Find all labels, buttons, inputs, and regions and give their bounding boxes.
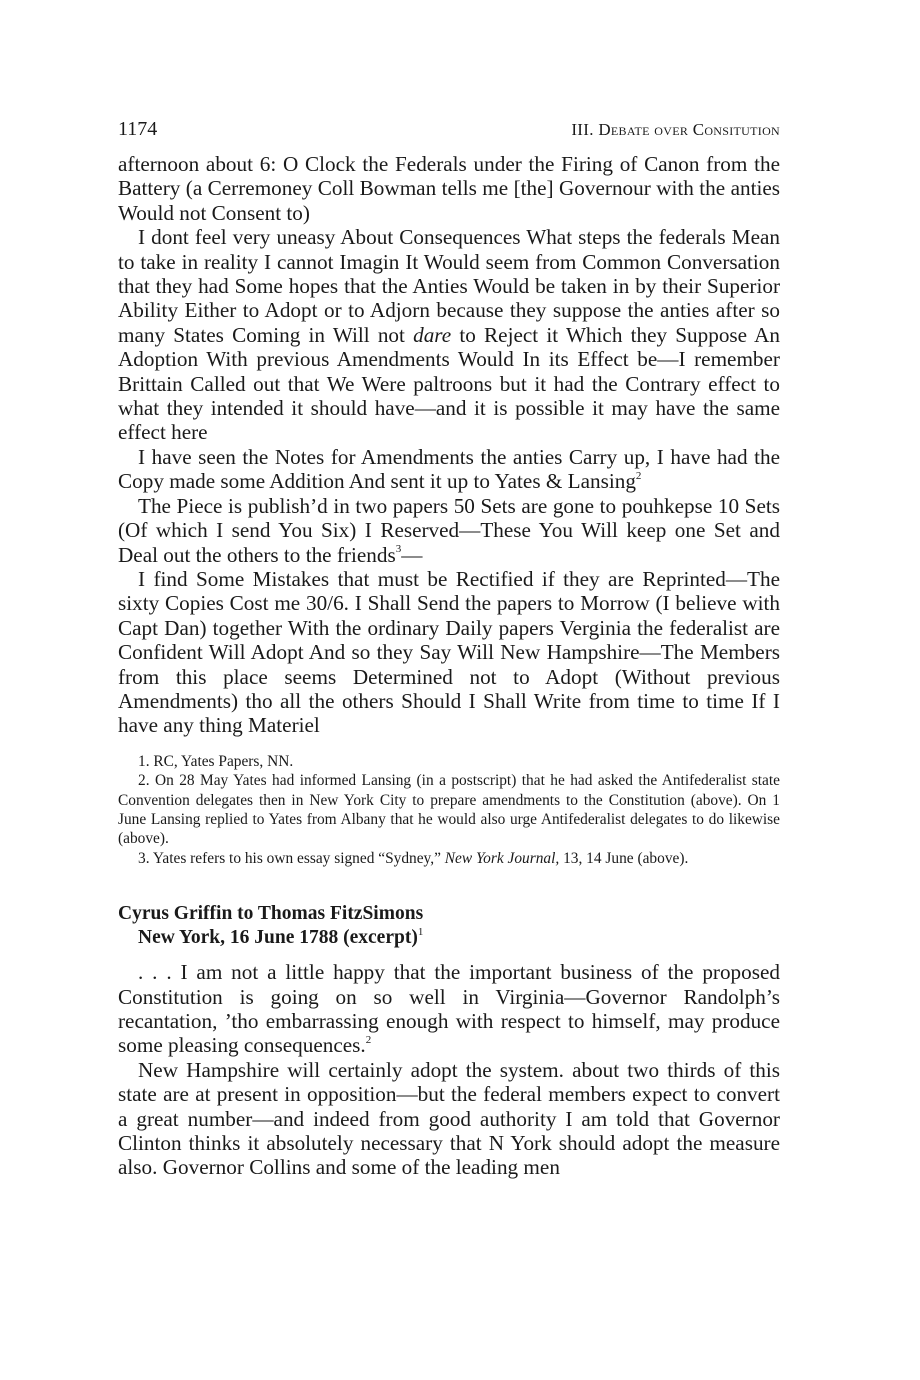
paragraph: New Hampshire will certainly adopt the system. about two thirds of this state are at present in opposition—but the federal members expect to convert a great number—and indeed from good authority I am told that Governor Clinton thinks it absolutely necessary that N York should adopt the measure also. Governor Collins and some of the leading men	[118, 1057, 780, 1180]
heading-dateline: New York, 16 June 1788 (excerpt)$^1$	[138, 925, 424, 949]
document-page	[118, 118, 780, 1180]
page-number: 1174	[118, 118, 158, 140]
footnote-ref: 2	[635, 470, 642, 483]
footnote-ref: 3	[395, 543, 402, 556]
italic-text: dare	[413, 322, 452, 347]
page-header	[118, 118, 780, 152]
document-heading	[118, 902, 780, 950]
footnote: 1. RC, Yates Papers, NN.	[138, 752, 294, 770]
footnote-ref: 1	[417, 925, 424, 938]
paragraph: afternoon about 6: O Clock the Federals under the Firing of Canon from the Battery (a Cerremoney Coll Bowman tells me [the] Governour with the anties Would not Consent to)	[118, 152, 780, 225]
footnote: 2. On 28 May Yates had informed Lansing (in a postscript) that he had asked the Antifederalist state Convention delegates then in New York City to prepare amendments to the Constitution (above). On 1 June Lansing replied to Yates from Albany that he would also urge Antifederalist delegates to do likewise (above).	[118, 772, 780, 848]
footnotes	[118, 752, 780, 868]
paragraph: I dont feel very uneasy About Consequences What steps the federals Mean to take in reality I cannot Imagin It Would seem from Common Conversation that they had Some hopes that the Anties Would be taken in by their Superior Ability Either to Adopt or to Adjorn because they suppose the anties after so many States Coming in Will not dare to Reject it Which they Suppose An Adoption With previous Amendments Would In its Effect be—I remember Brittain Called out that We Were paltroons but it had the Contrary effect to what they intended it should have—and it is possible it may have the same effect here	[118, 225, 781, 445]
paragraph: I find Some Mistakes that must be Rectified if they are Reprinted—The sixty Copies Cost me 30/6. I Shall Send the papers to Morrow (I believe with Capt Dan) together With the ordinary Daily papers Verginia the federalist are Confident Will Adopt And so they Say Will New Hampshire—The Members from this place seems Determined not to Adopt (Without previous Amendments) tho all the others Should I Shall Write from time to time If I have any thing Materiel	[118, 566, 780, 738]
paragraph: The Piece is publish’d in two papers 50 Sets are gone to pouhkepse 10 Sets (Of which I send You Six) I Reserved—These You Will keep one Set and Deal out the others to the friends$^3$—	[118, 493, 780, 567]
excerpt-body	[118, 960, 780, 1180]
footnote-ref: 2	[365, 1034, 372, 1047]
paragraph: I have seen the Notes for Amendments the anties Carry up, I have had the Copy made some Addition And sent it up to Yates & Lansing$^2$	[118, 444, 780, 494]
paragraph: . . . I am not a little happy that the important business of the proposed Constitution is going on so well in Virginia—Governor Randolph’s recantation, ’tho embarrassing enough with respect to himself, may produce some pleasing consequences.$^2$	[118, 960, 780, 1058]
running-head: III. Debate over Consitution	[571, 120, 780, 139]
heading-title: Cyrus Griffin to Thomas FitzSimons	[118, 903, 424, 925]
letter-body	[118, 152, 780, 738]
footnote: 3. Yates refers to his own essay signed “Sydney,” New York Journal, 13, 14 June (above).	[138, 849, 689, 867]
